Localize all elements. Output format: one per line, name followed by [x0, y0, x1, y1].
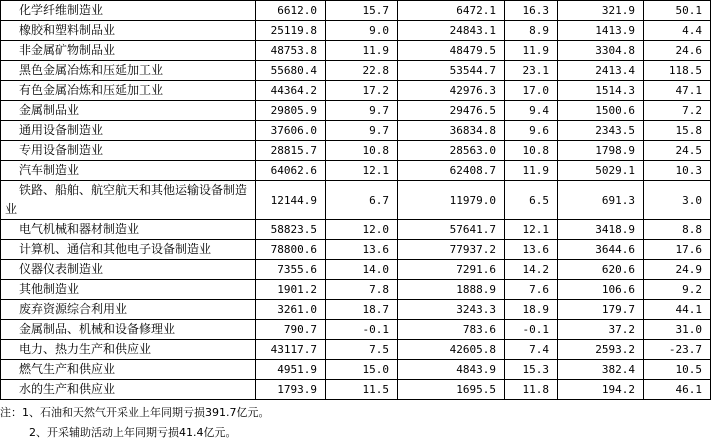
- growth-cell-2: 12.1: [505, 220, 558, 240]
- value-cell-2: 7291.6: [398, 260, 505, 280]
- table-row: [1, 360, 711, 380]
- value-cell-2: 28563.0: [398, 141, 505, 161]
- value-cell-3: 2343.5: [558, 121, 644, 141]
- growth-cell-2: 23.1: [505, 61, 558, 81]
- growth-cell-3: 9.2: [644, 280, 711, 300]
- industry-name-cell: 水的生产和供应业: [1, 380, 256, 400]
- growth-cell-2: 11.8: [505, 380, 558, 400]
- value-cell-1: 790.7: [256, 320, 326, 340]
- footnote-2: 2、开采辅助活动上年同期亏损41.4亿元。: [29, 426, 237, 439]
- growth-cell-2: 11.9: [505, 161, 558, 181]
- table-row: [1, 101, 711, 121]
- growth-cell-2: 10.8: [505, 141, 558, 161]
- growth-cell-2: 16.3: [505, 1, 558, 21]
- table-row: [1, 21, 711, 41]
- growth-cell-1: -0.1: [326, 320, 398, 340]
- value-cell-2: 36834.8: [398, 121, 505, 141]
- value-cell-3: 1798.9: [558, 141, 644, 161]
- table-row: [1, 81, 711, 101]
- table-row: [1, 340, 711, 360]
- value-cell-3: 620.6: [558, 260, 644, 280]
- growth-cell-2: 18.9: [505, 300, 558, 320]
- value-cell-1: 55680.4: [256, 61, 326, 81]
- growth-cell-1: 7.5: [326, 340, 398, 360]
- value-cell-3: 1514.3: [558, 81, 644, 101]
- growth-cell-1: 17.2: [326, 81, 398, 101]
- industry-name-cell: 仪器仪表制造业: [1, 260, 256, 280]
- table-row: [1, 141, 711, 161]
- growth-cell-3: 17.6: [644, 240, 711, 260]
- growth-cell-2: 9.4: [505, 101, 558, 121]
- industry-name-cell: 有色金属冶炼和压延加工业: [1, 81, 256, 101]
- growth-cell-1: 9.0: [326, 21, 398, 41]
- value-cell-1: 6612.0: [256, 1, 326, 21]
- industry-name-cell: 金属制品业: [1, 101, 256, 121]
- growth-cell-2: 13.6: [505, 240, 558, 260]
- growth-cell-1: 15.0: [326, 360, 398, 380]
- table-row: [1, 61, 711, 81]
- value-cell-2: 4843.9: [398, 360, 505, 380]
- value-cell-2: 53544.7: [398, 61, 505, 81]
- value-cell-1: 12144.9: [256, 181, 326, 220]
- value-cell-1: 7355.6: [256, 260, 326, 280]
- table-row: [1, 280, 711, 300]
- growth-cell-1: 10.8: [326, 141, 398, 161]
- value-cell-3: 321.9: [558, 1, 644, 21]
- value-cell-1: 58823.5: [256, 220, 326, 240]
- industry-name-cell: 非金属矿物制品业: [1, 41, 256, 61]
- table-row: [1, 240, 711, 260]
- growth-cell-2: 9.6: [505, 121, 558, 141]
- value-cell-2: 77937.2: [398, 240, 505, 260]
- table-row: [1, 380, 711, 400]
- value-cell-2: 29476.5: [398, 101, 505, 121]
- value-cell-3: 5029.1: [558, 161, 644, 181]
- growth-cell-3: -23.7: [644, 340, 711, 360]
- value-cell-3: 2413.4: [558, 61, 644, 81]
- industry-name-cell: 化学纤维制造业: [1, 1, 256, 21]
- value-cell-1: 1793.9: [256, 380, 326, 400]
- growth-cell-3: 24.5: [644, 141, 711, 161]
- value-cell-1: 1901.2: [256, 280, 326, 300]
- growth-cell-1: 9.7: [326, 121, 398, 141]
- value-cell-2: 783.6: [398, 320, 505, 340]
- value-cell-3: 1500.6: [558, 101, 644, 121]
- growth-cell-3: 24.9: [644, 260, 711, 280]
- growth-cell-3: 46.1: [644, 380, 711, 400]
- growth-cell-1: 22.8: [326, 61, 398, 81]
- growth-cell-2: 15.3: [505, 360, 558, 380]
- growth-cell-3: 4.4: [644, 21, 711, 41]
- value-cell-2: 3243.3: [398, 300, 505, 320]
- table-row: [1, 220, 711, 240]
- growth-cell-2: 11.9: [505, 41, 558, 61]
- value-cell-3: 37.2: [558, 320, 644, 340]
- growth-cell-2: 14.2: [505, 260, 558, 280]
- growth-cell-2: 7.6: [505, 280, 558, 300]
- growth-cell-1: 6.7: [326, 181, 398, 220]
- value-cell-1: 4951.9: [256, 360, 326, 380]
- industry-name-cell: 橡胶和塑料制品业: [1, 21, 256, 41]
- growth-cell-3: 118.5: [644, 61, 711, 81]
- growth-cell-3: 10.5: [644, 360, 711, 380]
- value-cell-3: 179.7: [558, 300, 644, 320]
- growth-cell-1: 12.0: [326, 220, 398, 240]
- value-cell-3: 382.4: [558, 360, 644, 380]
- industry-name-cell: 铁路、船舶、航空航天和其他运输设备制造业: [1, 181, 256, 220]
- value-cell-3: 2593.2: [558, 340, 644, 360]
- growth-cell-1: 11.5: [326, 380, 398, 400]
- industry-name-cell: 通用设备制造业: [1, 121, 256, 141]
- growth-cell-2: 8.9: [505, 21, 558, 41]
- value-cell-1: 44364.2: [256, 81, 326, 101]
- growth-cell-3: 24.6: [644, 41, 711, 61]
- growth-cell-3: 15.8: [644, 121, 711, 141]
- growth-cell-1: 13.6: [326, 240, 398, 260]
- growth-cell-2: 17.0: [505, 81, 558, 101]
- value-cell-2: 48479.5: [398, 41, 505, 61]
- value-cell-1: 28815.7: [256, 141, 326, 161]
- table-row: [1, 1, 711, 21]
- footnotes: [0, 403, 713, 443]
- value-cell-2: 11979.0: [398, 181, 505, 220]
- growth-cell-3: 10.3: [644, 161, 711, 181]
- growth-cell-1: 11.9: [326, 41, 398, 61]
- growth-cell-3: 47.1: [644, 81, 711, 101]
- growth-cell-3: 7.2: [644, 101, 711, 121]
- value-cell-3: 1413.9: [558, 21, 644, 41]
- industry-name-cell: 汽车制造业: [1, 161, 256, 181]
- value-cell-2: 62408.7: [398, 161, 505, 181]
- growth-cell-1: 14.0: [326, 260, 398, 280]
- industry-name-cell: 电力、热力生产和供应业: [1, 340, 256, 360]
- growth-cell-3: 3.0: [644, 181, 711, 220]
- value-cell-1: 37606.0: [256, 121, 326, 141]
- value-cell-1: 43117.7: [256, 340, 326, 360]
- growth-cell-2: 6.5: [505, 181, 558, 220]
- table-row: [1, 161, 711, 181]
- value-cell-2: 42605.8: [398, 340, 505, 360]
- value-cell-3: 194.2: [558, 380, 644, 400]
- value-cell-2: 57641.7: [398, 220, 505, 240]
- industry-name-cell: 计算机、通信和其他电子设备制造业: [1, 240, 256, 260]
- industry-name-cell: 专用设备制造业: [1, 141, 256, 161]
- industry-name-cell: 电气机械和器材制造业: [1, 220, 256, 240]
- value-cell-2: 24843.1: [398, 21, 505, 41]
- value-cell-3: 3304.8: [558, 41, 644, 61]
- table-row: [1, 320, 711, 340]
- value-cell-2: 1695.5: [398, 380, 505, 400]
- value-cell-1: 3261.0: [256, 300, 326, 320]
- table-row: [1, 41, 711, 61]
- value-cell-2: 42976.3: [398, 81, 505, 101]
- table-body: [1, 1, 711, 400]
- table-row: [1, 121, 711, 141]
- value-cell-1: 25119.8: [256, 21, 326, 41]
- value-cell-3: 691.3: [558, 181, 644, 220]
- industry-name-cell: 其他制造业: [1, 280, 256, 300]
- value-cell-3: 3418.9: [558, 220, 644, 240]
- value-cell-2: 6472.1: [398, 1, 505, 21]
- industry-name-cell: 燃气生产和供应业: [1, 360, 256, 380]
- growth-cell-2: -0.1: [505, 320, 558, 340]
- industry-name-cell: 废弃资源综合利用业: [1, 300, 256, 320]
- table-row: [1, 300, 711, 320]
- table-row: [1, 260, 711, 280]
- growth-cell-1: 12.1: [326, 161, 398, 181]
- value-cell-1: 48753.8: [256, 41, 326, 61]
- footnote-1: 注：1、石油和天然气开采业上年同期亏损391.7亿元。: [0, 406, 270, 419]
- value-cell-1: 64062.6: [256, 161, 326, 181]
- growth-cell-3: 44.1: [644, 300, 711, 320]
- value-cell-2: 1888.9: [398, 280, 505, 300]
- growth-cell-3: 8.8: [644, 220, 711, 240]
- growth-cell-3: 31.0: [644, 320, 711, 340]
- growth-cell-2: 7.4: [505, 340, 558, 360]
- industry-name-cell: 黑色金属冶炼和压延加工业: [1, 61, 256, 81]
- growth-cell-1: 18.7: [326, 300, 398, 320]
- value-cell-1: 29805.9: [256, 101, 326, 121]
- growth-cell-1: 7.8: [326, 280, 398, 300]
- table-row: [1, 181, 711, 220]
- growth-cell-1: 15.7: [326, 1, 398, 21]
- industry-name-cell: 金属制品、机械和设备修理业: [1, 320, 256, 340]
- value-cell-3: 3644.6: [558, 240, 644, 260]
- growth-cell-1: 9.7: [326, 101, 398, 121]
- growth-cell-3: 50.1: [644, 1, 711, 21]
- value-cell-1: 78800.6: [256, 240, 326, 260]
- value-cell-3: 106.6: [558, 280, 644, 300]
